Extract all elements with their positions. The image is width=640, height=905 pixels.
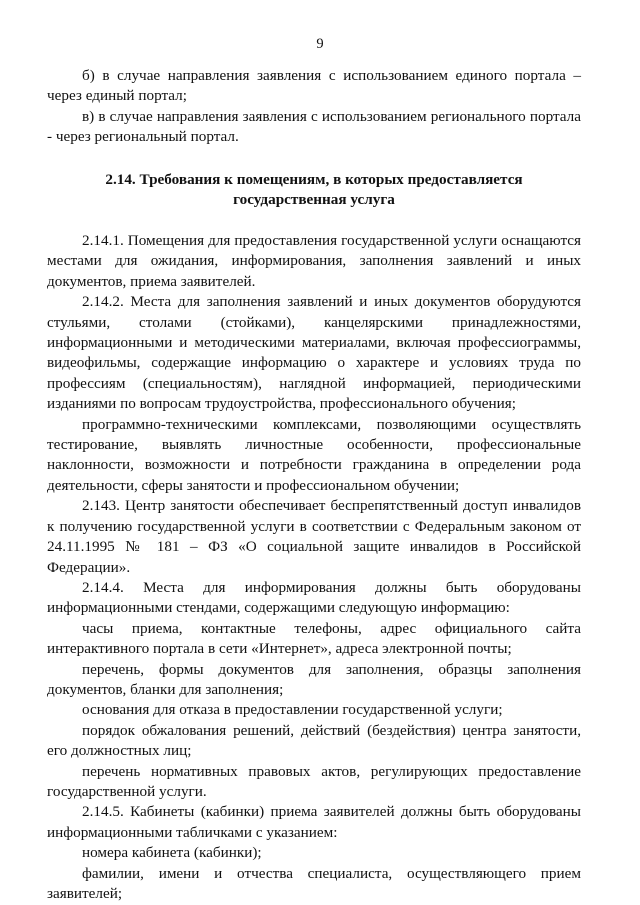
paragraph: 2.14.2. Места для заполнения заявлений и иных документов оборудуются стульями, столами (стойками), канцелярскими принадлежностями, информационными и методическими материалами, включая профессиограммы, видеофильмы, содержащие информацию о характере и условиях труда по профессиям (специальностям), наглядной информацией, периодическими изданиями по вопросам трудоустройства, профессионального обучения; (47, 293, 581, 413)
paragraph: основания для отказа в предоставлении государственной услуги; (82, 701, 503, 719)
top-section (47, 66, 581, 148)
paragraph: в) в случае направления заявления с использованием регионального портала - через региональный портал. (47, 107, 581, 146)
paragraph: порядок обжалования решений, действий (бездействия) центра занятости, его должностных лиц; (47, 721, 581, 760)
heading-line: 2.14. Требования к помещениям, в которых предоставляется (105, 171, 523, 188)
section-heading (47, 170, 581, 210)
paragraph: программно-техническими комплексами, позволяющими осуществлять тестирование, выявлять личностные особенности, профессиональные наклонности, возможности и потребности гражданина в определении рода деятельности, сферы занятости и профессиональном обучении; (47, 415, 581, 494)
page-number: 9 (316, 36, 324, 52)
heading-line: государственная услуга (233, 191, 395, 208)
paragraph: перечень нормативных правовых актов, регулирующих предоставление государственной услуги. (47, 762, 581, 800)
paragraph: 2.143. Центр занятости обеспечивает беспрепятственный доступ инвалидов к получению государственной услуги в соответствии с Федеральным законом от 24.11.1995 № 181 – ФЗ «О социальной защите инвалидов в Российской Федерации». (47, 497, 581, 576)
paragraph: фамилии, имени и отчества специалиста, осуществляющего прием заявителей; (47, 864, 581, 902)
body-section (47, 231, 581, 904)
paragraph: перечень, формы документов для заполнения, образцы заполнения документов, бланки для заполнения; (47, 660, 581, 698)
paragraph: номера кабинета (кабинки); (82, 844, 262, 862)
paragraph: 2.14.1. Помещения для предоставления государственной услуги оснащаются местами для ожидания, информирования, заполнения заявлений и иных документов, приема заявителей. (47, 232, 581, 290)
paragraph: часы приема, контактные телефоны, адрес официального сайта интерактивного портала в сети «Интернет», адреса электронной почты; (47, 619, 581, 658)
paragraph: б) в случае направления заявления с использованием единого портала – через единый портал; (47, 67, 581, 105)
paragraph: 2.14.4. Места для информирования должны быть оборудованы информационными стендами, содержащими следующую информацию: (47, 578, 581, 617)
paragraph: 2.14.5. Кабинеты (кабинки) приема заявителей должны быть оборудованы информационными табличками с указанием: (47, 803, 581, 841)
